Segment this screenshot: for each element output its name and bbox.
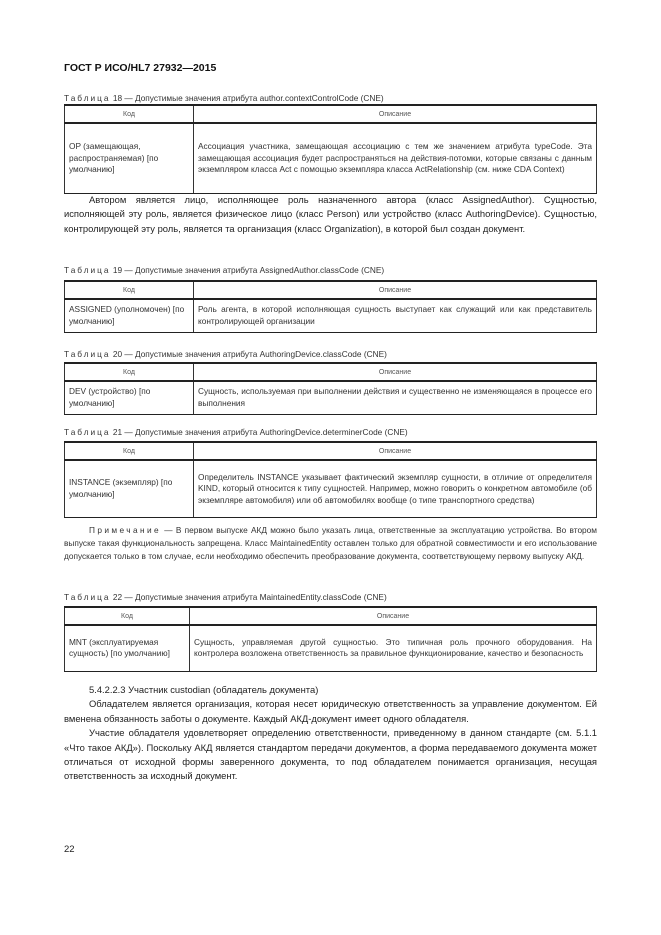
paragraph-text: Обладателем является организация, которая несет юридическую ответственность за управление документом. Ей вменена обязанность заботы о документе. Каждый АКД-документ имеет одного обладателя. <box>64 698 597 724</box>
heading-text: 5.4.2.2.3 Участник custodian (обладатель документа) <box>89 684 319 695</box>
code-cell: MNT (эксплуатируемая сущность) [по умолчанию] <box>65 625 190 671</box>
col-desc-header: Описание <box>194 105 597 123</box>
caption-text: 22 — Допустимые значения атрибута MaintainedEntity.classCode (CNE) <box>112 592 387 602</box>
note-label: Примечание <box>89 525 162 535</box>
table-21-caption <box>64 427 597 437</box>
desc-cell: Сущность, управляемая другой сущностью. Это типичная роль прочного оборудования. На контролера возложена ответственность за правильное функционирование, качество и безопасность <box>190 625 597 671</box>
table-19-caption <box>64 265 597 275</box>
author-paragraph <box>64 193 597 236</box>
caption-text: 21 — Допустимые значения атрибута AuthoringDevice.determinerCode (CNE) <box>112 427 408 437</box>
col-desc-header: Описание <box>194 281 597 299</box>
caption-text: 18 — Допустимые значения атрибута author.contextControlCode (CNE) <box>112 93 384 103</box>
table-word: Таблица <box>64 93 111 103</box>
col-desc-header: Описание <box>194 442 597 460</box>
table-21 <box>64 441 597 518</box>
caption-text: 19 — Допустимые значения атрибута AssignedAuthor.classCode (CNE) <box>112 265 385 275</box>
note-text: — В первом выпуске АКД можно было указать лица, ответственные за эксплуатацию устройства. Во втором выпуске такая функциональность запрещена. Класс MaintainedEntity оставлен только для обратной совместимости и его использование допускается только в том случае, если необходимо обеспечить преобразование документа, соответствующему первому выпуску АКД. <box>64 525 597 561</box>
col-code-header: Код <box>65 281 194 299</box>
table-22-caption <box>64 592 597 602</box>
table-19 <box>64 280 597 333</box>
section-heading <box>64 683 597 697</box>
code-cell: ASSIGNED (уполномочен) [по умолчанию] <box>65 299 194 332</box>
code-cell: OP (замещающая, распространяемая) [по умолчанию] <box>65 123 194 193</box>
table-word: Таблица <box>64 427 111 437</box>
table-20 <box>64 362 597 415</box>
caption-text: 20 — Допустимые значения атрибута AuthoringDevice.classCode (CNE) <box>112 349 387 359</box>
table-20-caption <box>64 349 597 359</box>
table-18 <box>64 104 597 194</box>
table-18-caption <box>64 93 597 103</box>
desc-cell: Определитель INSTANCE указывает фактический экземпляр сущности, в отличие от определителя KIND, который относится к типу сущностей. Например, можно говорить о конкретном автомобиле (об экземпляре автомобиля) или об автомобилях вообще (о типе транспортного средства) <box>194 460 597 517</box>
paragraph-text: Участие обладателя удовлетворяет определению ответственности, приведенному в данном стандарте (см. 5.1.1 «Что такое АКД»). Поскольку АКД является стандартом передачи документов, а форма передаваемого документа может отличаться от исходной формы заверенного документа, то под обладателем понимается организация, несущая ответственность за исходный документ. <box>64 727 597 782</box>
desc-cell: Роль агента, в которой исполняющая сущность выступает как служащий или как представитель контролирующей организации <box>194 299 597 332</box>
document-header: ГОСТ Р ИСО/HL7 27932—2015 <box>64 62 217 74</box>
section-custodian <box>64 683 597 784</box>
table-word: Таблица <box>64 265 111 275</box>
col-desc-header: Описание <box>194 363 597 381</box>
note <box>64 524 597 562</box>
table-22 <box>64 606 597 672</box>
custodian-paragraph-1 <box>64 697 597 726</box>
desc-cell: Ассоциация участника, замещающая ассоциацию с тем же значением атрибута typeCode. Эта замещающая ассоциация будет распространяться на действия-потомки, которые связаны с данным экземпляром класса Act с помощью экземпляра класса ActRelationship (см. ниже CDA Context) <box>194 123 597 193</box>
table-word: Таблица <box>64 592 111 602</box>
col-code-header: Код <box>65 442 194 460</box>
col-code-header: Код <box>65 363 194 381</box>
custodian-paragraph-2 <box>64 726 597 784</box>
paragraph-text: Автором является лицо, исполняющее роль назначенного автора (класс AssignedAuthor). Сущностью, исполняющей эту роль, является физическое лицо (класс Person) или устройство (класс AuthoringDevice). Сущностью, контролирующей эту роль, является та организация (класс Organization), в которой был создан документ. <box>64 194 597 234</box>
page-number: 22 <box>64 844 75 855</box>
col-desc-header: Описание <box>190 607 597 625</box>
code-cell: DEV (устройство) [по умолчанию] <box>65 381 194 414</box>
desc-cell: Сущность, используемая при выполнении действия и существенно не изменяющаяся в процессе его выполнения <box>194 381 597 414</box>
code-cell: INSTANCE (экземпляр) [по умолчанию] <box>65 460 194 517</box>
table-word: Таблица <box>64 349 111 359</box>
col-code-header: Код <box>65 607 190 625</box>
col-code-header: Код <box>65 105 194 123</box>
